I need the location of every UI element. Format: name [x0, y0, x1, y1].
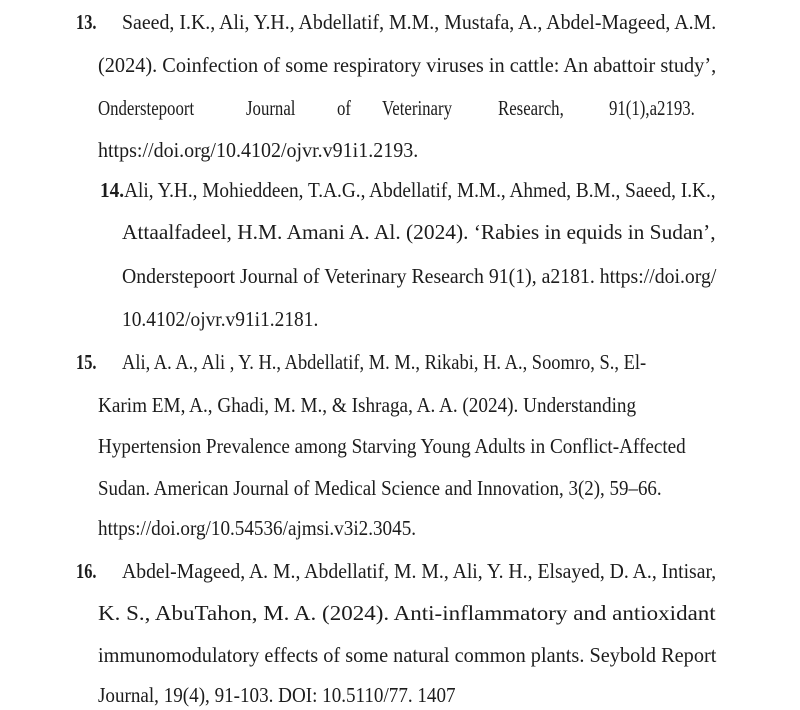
- reference-word: of: [336, 96, 351, 120]
- reference-doi-link[interactable]: [98, 135, 418, 165]
- reference-word: Journal: [246, 96, 296, 120]
- reference-line: [122, 261, 716, 291]
- reference-text: Journal, 19(4), 91-103. DOI: 10.5110/77. 1407: [98, 683, 456, 707]
- reference-number: 13.: [76, 10, 97, 34]
- reference-number: 16.: [76, 559, 97, 583]
- reference-text: Saeed, I.K., Ali, Y.H., Abdellatif, M.M., Mustafa, A., Abdel-Mageed, A.M.: [122, 10, 717, 34]
- reference-line: [122, 217, 716, 247]
- reference-word: 91(1),a2193.: [608, 96, 695, 120]
- reference-doi-link[interactable]: [98, 513, 416, 543]
- reference-number: 15.: [76, 350, 97, 374]
- reference-line: [98, 640, 716, 670]
- reference-text[interactable]: https://doi.org/10.4102/ojvr.v91i1.2193.: [98, 138, 419, 162]
- reference-text: Abdel-Mageed, A. M., Abdellatif, M. M., Ali, Y. H., Elsayed, D. A., Intisar,: [122, 559, 717, 583]
- reference-text[interactable]: 10.4102/ojvr.v91i1.2181.: [122, 307, 319, 331]
- reference-line: [98, 473, 662, 503]
- reference-word: Onderstepoort: [98, 96, 195, 120]
- reference-text: Hypertension Prevalence among Starving Young Adults in Conflict-Affected: [98, 434, 686, 458]
- reference-text: Onderstepoort Journal of Veterinary Research 91(1), a2181. https://doi.org/: [122, 264, 717, 288]
- reference-text[interactable]: https://doi.org/10.54536/ajmsi.v3i2.3045.: [98, 516, 417, 540]
- reference-line: [98, 431, 686, 461]
- reference-word: Veterinary: [382, 96, 453, 120]
- reference-text: Sudan. American Journal of Medical Science and Innovation, 3(2), 59–66.: [98, 476, 662, 500]
- reference-text: K. S., AbuTahon, M. A. (2024). Anti-inflammatory and antioxidant: [98, 601, 716, 625]
- reference-number: 14.: [100, 178, 125, 202]
- reference-line: [122, 556, 716, 586]
- reference-first-line: [100, 175, 716, 205]
- reference-line: [100, 175, 716, 205]
- reference-text: (2024). Coinfection of some respiratory viruses in cattle: An abattoir study’,: [98, 53, 717, 77]
- reference-line: [122, 7, 716, 37]
- reference-text: immunomodulatory effects of some natural common plants. Seybold Report: [98, 643, 717, 667]
- reference-text: Ali, Y.H., Mohieddeen, T.A.G., Abdellatif, M.M., Ahmed, B.M., Saeed, I.K.,: [124, 178, 716, 202]
- reference-text: Ali, A. A., Ali , Y. H., Abdellatif, M. M., Rikabi, H. A., Soomro, S., El-: [122, 350, 647, 374]
- reference-text: Attaalfadeel, H.M. Amani A. Al. (2024). ‘Rabies in equids in Sudan’,: [122, 220, 716, 244]
- reference-line: [122, 347, 646, 377]
- reference-line: [98, 50, 716, 80]
- reference-text: Karim EM, A., Ghadi, M. M., & Ishraga, A. A. (2024). Understanding: [98, 393, 637, 417]
- reference-doi-link[interactable]: [122, 304, 318, 334]
- reference-line: [98, 390, 636, 420]
- reference-line: [98, 680, 456, 710]
- reference-line-justified: [98, 93, 716, 123]
- reference-line: [98, 598, 716, 628]
- reference-word: Research,: [498, 96, 564, 120]
